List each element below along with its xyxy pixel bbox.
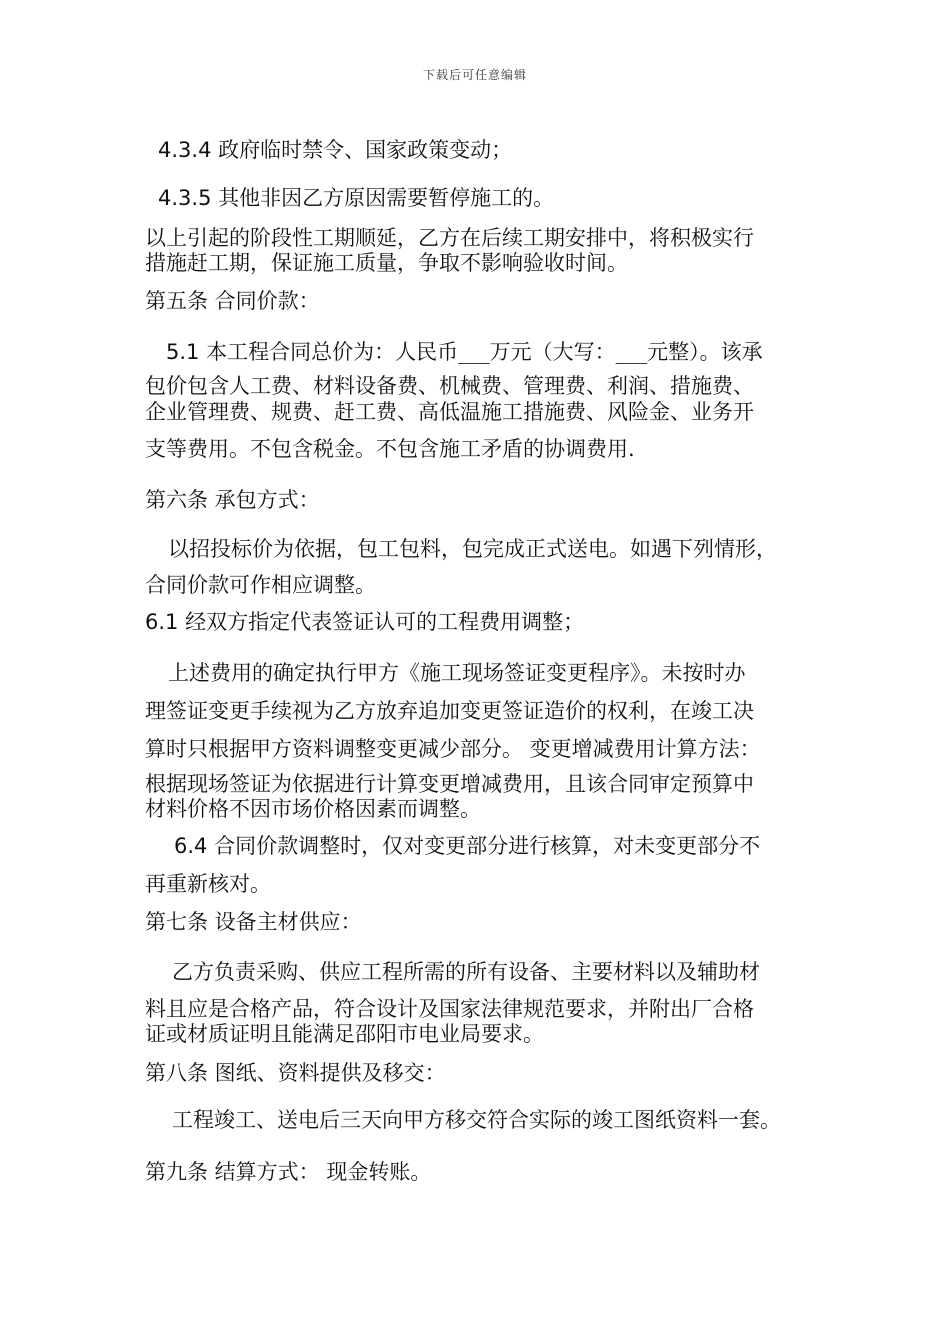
paragraph-line: 材料价格不因市场价格因素而调整。 [145,797,481,821]
clause-5-1 [166,340,846,364]
paragraph-line: 再重新核对。 [145,872,271,896]
clause-text: 合同价款调整时，仅对变更部分进行核算，对未变更部分不 [207,834,761,858]
paragraph-line: 理签证变更手续视为乙方放弃追加变更签证造价的权利，在竣工决 [145,699,754,723]
paragraph-line: 料且应是合格产品，符合设计及国家法律规范要求，并附出厂合格 [145,997,754,1021]
clause-text: 经双方指定代表签证认可的工程费用调整； [178,610,585,634]
clause-6-4 [174,834,854,858]
paragraph-line: 乙方负责采购、供应工程所需的所有设备、主要材料以及辅助材 [172,960,760,984]
paragraph-line: 以上引起的阶段性工期顺延，乙方在后续工期安排中，将积极实行 [145,226,754,250]
clause-text: 其他非因乙方原因需要暂停施工的。 [211,186,555,210]
paragraph-line: 支等费用。不包含税金。不包含施工矛盾的协调费用. [145,437,635,461]
section-heading-7: 第七条 设备主材供应： [145,910,362,934]
clause-number: 5.1 [166,340,200,364]
clause-text: 政府临时禁令、国家政策变动； [211,138,513,162]
page-header-note: 下载后可任意编辑 [422,68,527,82]
clause-number: 6.4 [174,834,208,858]
clause-number: 4.3.5 [158,186,212,210]
paragraph-line: 包价包含人工费、材料设备费、机械费、管理费、利润、措施费、 [145,374,754,398]
paragraph-line: 根据现场签证为依据进行计算变更增减费用，且该合同审定预算中 [145,772,754,796]
paragraph-line: 上述费用的确定执行甲方《施工现场签证变更程序》。未按时办 [168,661,746,685]
paragraph-line: 证或材质证明且能满足邵阳市电业局要求。 [145,1022,544,1046]
section-heading-6: 第六条 承包方式： [145,488,320,512]
clause-4-3-4 [158,138,838,162]
clause-4-3-5 [158,186,838,210]
clause-text: 本工程合同总价为：人民币___万元（大写：___元整）。该承 [199,340,763,364]
section-heading-5: 第五条 合同价款： [145,289,320,313]
paragraph-line: 企业管理费、规费、赶工费、高低温施工措施费、风险金、业务开 [145,400,754,424]
clause-6-1 [145,610,825,634]
section-heading-9: 第九条 结算方式： 现金转账。 [145,1160,432,1184]
paragraph-line: 以招投标价为依据，包工包料，包完成正式送电。如遇下列情形， [168,537,777,561]
clause-number: 6.1 [145,610,179,634]
paragraph-line: 合同价款可作相应调整。 [145,573,376,597]
clause-number: 4.3.4 [158,138,212,162]
section-heading-8: 第八条 图纸、资料提供及移交： [145,1061,446,1085]
paragraph-line: 措施赶工期，保证施工质量，争取不影响验收时间。 [145,251,628,275]
paragraph-line: 工程竣工、送电后三天向甲方移交符合实际的竣工图纸资料一套。 [172,1108,781,1132]
paragraph-line: 算时只根据甲方资料调整变更减少部分。 变更增减费用计算方法： [145,737,761,761]
